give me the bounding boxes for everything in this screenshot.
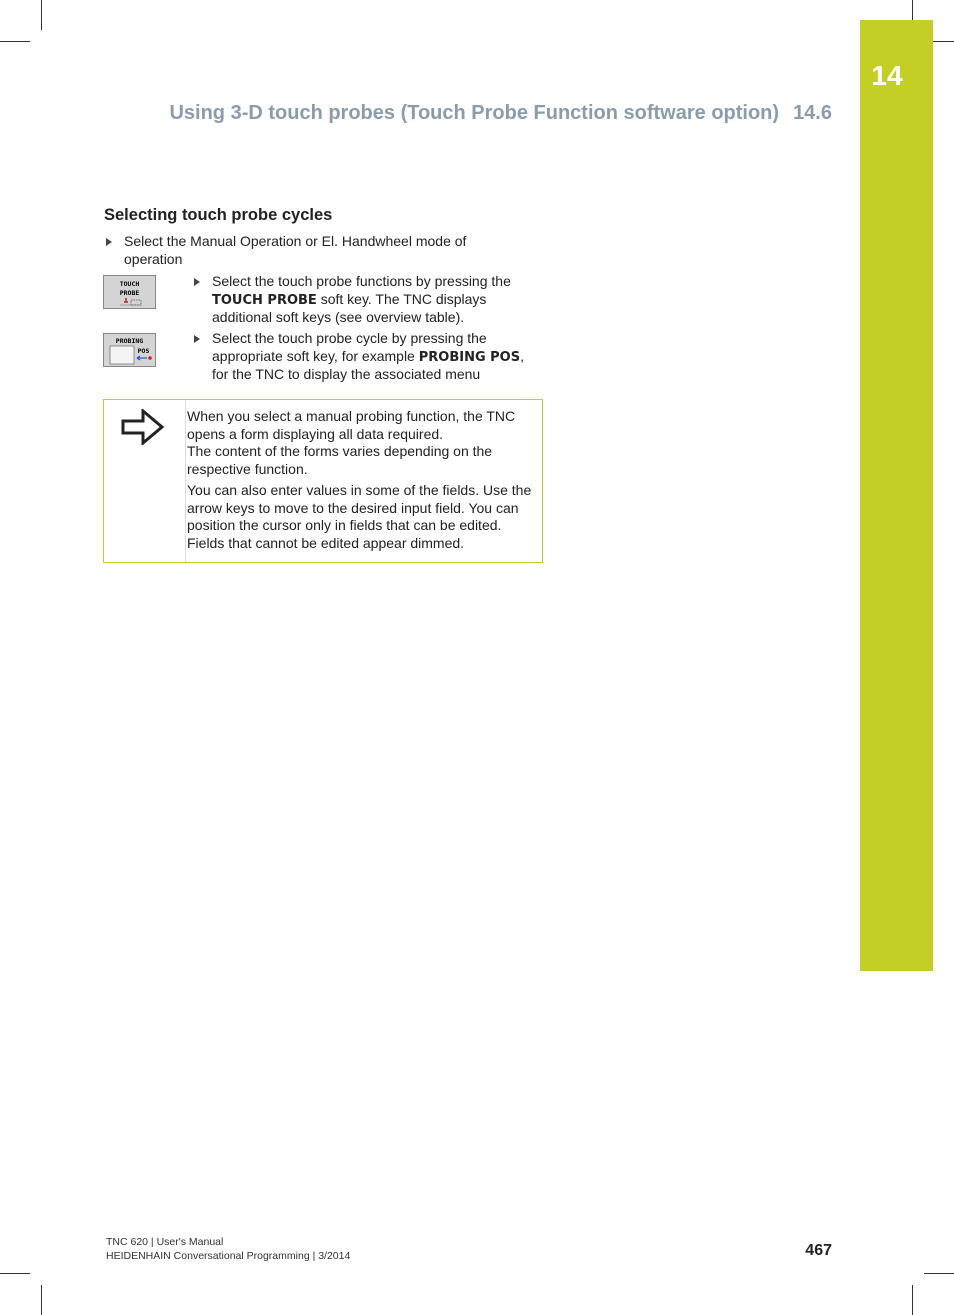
footer-line: TNC 620 | User's Manual [106, 1236, 224, 1248]
note-box [103, 399, 543, 563]
crop-mark [0, 41, 30, 42]
bullet-triangle-icon [194, 335, 200, 343]
bullet-triangle-icon [106, 238, 112, 246]
crop-mark [41, 0, 42, 30]
probe-icon [104, 276, 157, 310]
crop-mark [924, 1273, 954, 1274]
softkey-label: POS [137, 347, 150, 355]
step-select-probe-cycle [194, 330, 534, 384]
footer-line: HEIDENHAIN Conversational Programming | 3/2014 [106, 1249, 351, 1262]
running-header [100, 102, 832, 125]
step-text: soft key. The TNC displays additional soft keys (see overview table). [212, 290, 487, 325]
softkey-label: TOUCH [119, 280, 140, 288]
softkey-name: PROBING POS [418, 349, 521, 365]
crop-mark [912, 0, 913, 20]
chapter-tab [860, 20, 933, 971]
step-text: , for the TNC to display the associated menu [212, 347, 524, 382]
step-select-touch-probe [194, 273, 529, 327]
note-paragraph: When you select a manual probing function, the TNC opens a form displaying all data required. [187, 408, 516, 442]
note-paragraph: The content of the forms varies depending on the respective function. [187, 443, 493, 477]
section-heading: Selecting touch probe cycles [104, 206, 333, 224]
step-text: Select the Manual Operation or El. Handwheel mode of operation [124, 233, 467, 267]
note-divider [185, 400, 186, 562]
crop-mark [41, 1285, 42, 1315]
crop-mark [0, 1273, 30, 1274]
probing-pos-softkey[interactable] [103, 333, 156, 367]
bullet-triangle-icon [194, 278, 200, 286]
softkey-name: TOUCH PROBE [212, 292, 317, 308]
step-select-mode [106, 233, 506, 268]
header-title: Using 3-D touch probes (Touch Probe Function software option) [169, 102, 780, 124]
page-footer [106, 1236, 350, 1263]
page-number: 467 [805, 1242, 832, 1259]
probing-position-icon [104, 334, 157, 368]
softkey-label: PROBE [119, 289, 140, 297]
softkey-label: PROBING [115, 337, 144, 345]
chapter-number: 14 [871, 60, 903, 91]
right-arrow-icon [121, 409, 165, 445]
crop-mark [912, 1285, 913, 1315]
step-text: Select the touch probe cycle by pressing the appropriate soft key, for example [212, 330, 487, 364]
step-text: Select the touch probe functions by pressing the [212, 273, 511, 289]
note-paragraph: You can also enter values in some of the fields. Use the arrow keys to move to the desired input field. You can position the cursor only in fields that can be edited. Fields that cannot be edited appear dimmed. [187, 482, 532, 551]
header-section-number: 14.6 [793, 102, 832, 124]
touch-probe-softkey[interactable] [103, 275, 156, 309]
